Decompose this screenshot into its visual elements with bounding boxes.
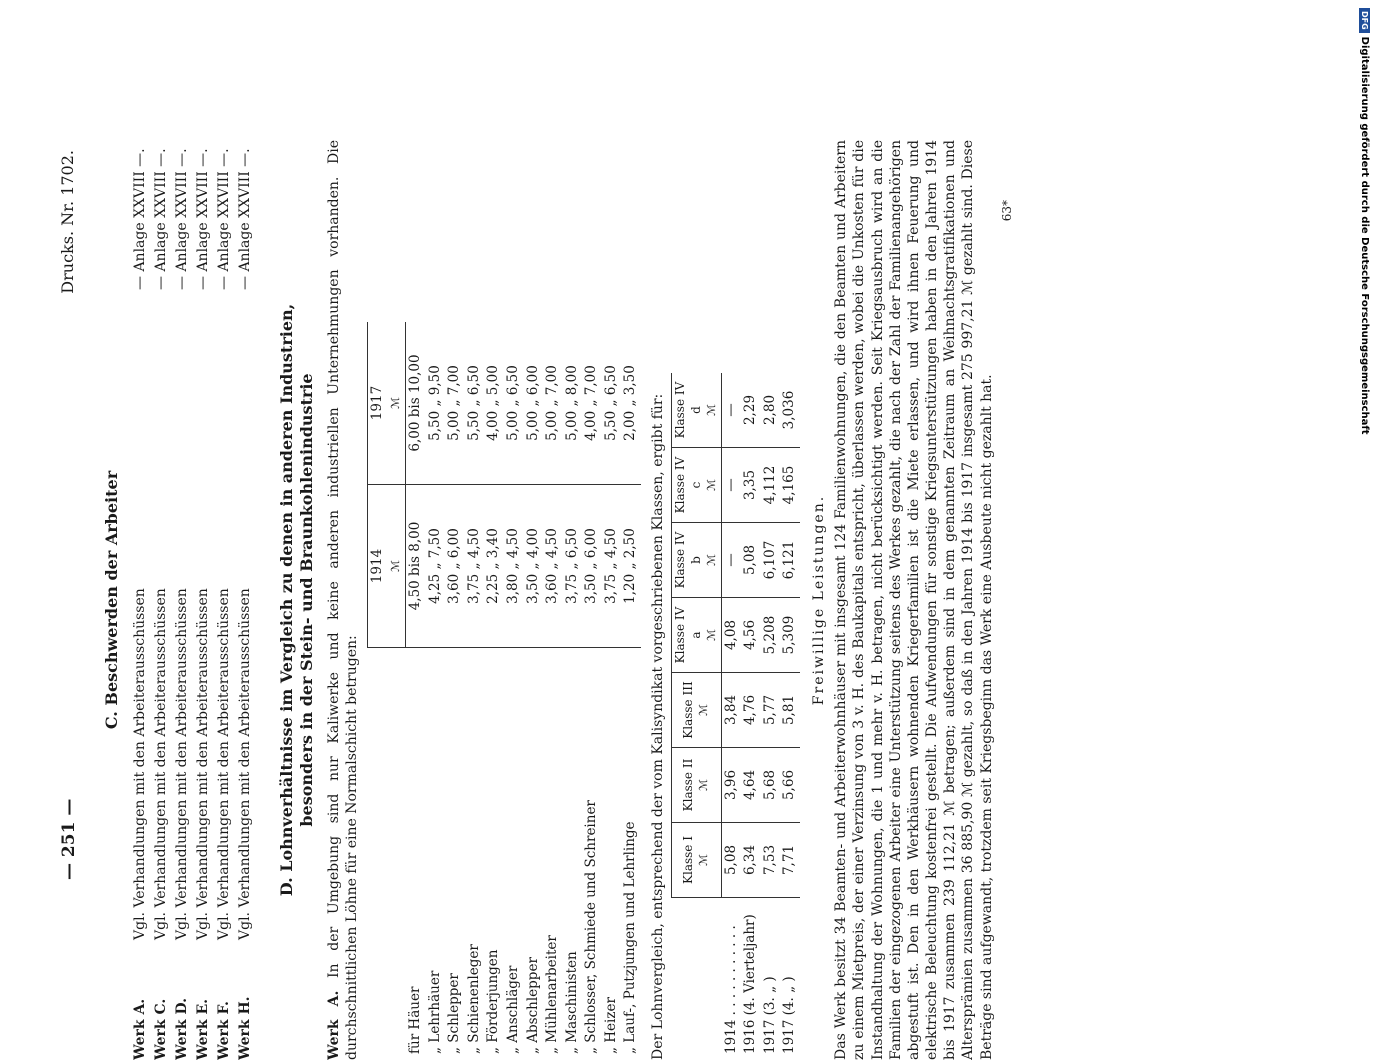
table-row	[406, 322, 426, 1060]
wage-1917: 5,00 „ 6,00	[524, 322, 544, 485]
wage-table	[367, 322, 641, 1060]
werk-ref: — Anlage XXVIII —.	[236, 140, 257, 290]
werk-ref: — Anlage XXVIII —.	[194, 140, 215, 290]
wage-1914: 3,60 „ 6,00	[445, 485, 465, 648]
werk-label: Werk A.	[131, 940, 152, 1060]
werk-row	[152, 140, 173, 1060]
werk-ref: — Anlage XXVIII —.	[173, 140, 194, 290]
wage-1914: 3,75 „ 4,50	[465, 485, 485, 648]
wage-1917: 2,00 „ 3,50	[621, 322, 641, 485]
section-d-title-line1: D. Lohnverhältnisse im Vergleich zu denen in anderen Industrien,	[277, 180, 297, 1020]
class-cell: 7,71	[780, 823, 800, 898]
wage-1917: 6,00 bis 10,00	[406, 322, 426, 485]
digitization-text: Digitalisierung gefördert durch die Deutsche Forschungsgemeinschaft	[1359, 37, 1370, 435]
werk-text: Vgl. Verhandlungen mit den Arbeiterausschüssen	[173, 290, 194, 940]
class-cell: 3,35	[741, 448, 761, 523]
wage-table-header	[368, 322, 406, 1060]
table-row	[543, 322, 563, 1060]
section-c-list	[131, 140, 257, 1060]
werk-text: Vgl. Verhandlungen mit den Arbeiterausschüssen	[215, 290, 236, 940]
class-row-label: 1917 (3. „ )	[761, 898, 781, 1060]
class-row-label: 1917 (4. „ )	[780, 898, 800, 1060]
wage-label: „ Anschläger	[504, 648, 524, 1060]
wage-1914: 3,50 „ 6,00	[582, 485, 602, 648]
werk-row	[215, 140, 236, 1060]
class-cell: 5,208	[761, 598, 781, 673]
wage-label: „ Abschlepper	[524, 648, 544, 1060]
class-header: Klasse IV b ℳ	[672, 523, 722, 598]
table-row	[721, 373, 741, 1060]
document-body	[56, 140, 1216, 1060]
wage-1917: 5,00 „ 6,50	[504, 322, 524, 485]
class-cell: —	[721, 373, 741, 448]
table-row	[426, 322, 446, 1060]
class-cell: 4,08	[721, 598, 741, 673]
table-row	[602, 322, 622, 1060]
class-row-label: 1916 (4. Vierteljahr)	[741, 898, 761, 1060]
wage-label: „ Schlosser, Schmiede und Schreiner	[582, 648, 602, 1060]
wage-label: „ Lehrhäuer	[426, 648, 446, 1060]
class-cell: 3,84	[721, 673, 741, 748]
werk-text: Vgl. Verhandlungen mit den Arbeiterausschüssen	[194, 290, 215, 940]
class-cell: 5,68	[761, 748, 781, 823]
table-row	[582, 322, 602, 1060]
dfg-logo: DFG	[1359, 8, 1370, 33]
werk-ref: — Anlage XXVIII —.	[131, 140, 152, 290]
class-cell: 3,96	[721, 748, 741, 823]
class-cell: 5,309	[780, 598, 800, 673]
class-cell: 5,08	[721, 823, 741, 898]
page-number: — 251 —	[58, 799, 80, 880]
digitization-note	[1359, 8, 1370, 435]
werk-label: Werk H.	[236, 940, 257, 1060]
class-header: Klasse IV a ℳ	[672, 598, 722, 673]
class-cell: 2,29	[741, 373, 761, 448]
freiwillige-text: Das Werk besitzt 34 Beamten- und Arbeiterwohnhäuser mit insgesamt 124 Familienwohnungen, die den Beamten und Arbeitern zu einem Mietpreis, der einer Verzinsung von 3 v. H. des Baukapitals entspricht, überlassen werden, wobei die Unkosten für die Instandhaltung der Wohnungen, die 1 und mehr v. H. betragen, nicht berücksichtigt werden. Seit Kriegsausbruch wird an die Familien der eingezogenen Arbeiter eine Unterstützung seitens des Werkes gezahlt, die nach der Zahl der Familienangehörigen abgestuft ist. Den in den Werkhäusern wohnenden Kriegerfamilien ist die Miete erlassen, und wird ihnen Feuerung und elektrische Beleuchtung kostenfrei gestellt. Die Aufwendungen für sonstige Kriegsunterstützungen haben in den Jahren 1914 bis 1917 zusammen 239 112,21 ℳ betragen; außerdem sind in dem genannten Zeitraum an Weihnachtsgratifikationen und Altersprämien zusammen 36 885,90 ℳ gezahlt, so daß in den Jahren 1914 bis 1917 insgesamt 275 997,21 ℳ gezahlt sind. Diese Beträge sind aufgewandt, trotzdem seit Kriegsbeginn das Werk eine Ausbeute nicht gezahlt hat.	[832, 140, 996, 1060]
section-d-title-line2: besonders in der Stein- und Braunkohlenindustrie	[297, 180, 317, 1020]
werk-label: Werk E.	[194, 940, 215, 1060]
class-cell: 5,77	[761, 673, 781, 748]
class-cell: 4,64	[741, 748, 761, 823]
class-intro: Der Lohnvergleich, entsprechend der vom Kalisyndikat vorgeschriebenen Klassen, ergibt für:	[649, 140, 667, 1060]
table-row	[563, 322, 583, 1060]
wage-1914: 3,80 „ 4,50	[504, 485, 524, 648]
druck-number: Drucks. Nr. 1702.	[58, 150, 79, 294]
class-cell: 6,34	[741, 823, 761, 898]
wage-label: „ Heizer	[602, 648, 622, 1060]
wage-1914: 3,75 „ 4,50	[602, 485, 622, 648]
wage-label: „ Mühlenarbeiter	[543, 648, 563, 1060]
wage-1914: 1,20 „ 2,50	[621, 485, 641, 648]
werk-ref: — Anlage XXVIII —.	[215, 140, 236, 290]
table-row	[445, 322, 465, 1060]
wage-col-1917: 1917 ℳ	[368, 322, 406, 485]
wage-1917: 4,00 „ 5,00	[484, 322, 504, 485]
table-row	[465, 322, 485, 1060]
werk-text: Vgl. Verhandlungen mit den Arbeiterausschüssen	[236, 290, 257, 940]
class-cell: 3,036	[780, 373, 800, 448]
class-table-header	[672, 373, 722, 1060]
intro-lead: Werk A.	[326, 991, 342, 1060]
wage-label: „ Maschinisten	[563, 648, 583, 1060]
werk-text: Vgl. Verhandlungen mit den Arbeiterausschüssen	[152, 290, 173, 940]
table-row	[780, 373, 800, 1060]
class-cell: 2,80	[761, 373, 781, 448]
wage-1917: 5,00 „ 7,00	[445, 322, 465, 485]
table-row	[484, 322, 504, 1060]
table-row	[504, 322, 524, 1060]
wage-1917: 5,00 „ 8,00	[563, 322, 583, 485]
wage-1917: 5,50 „ 6,50	[602, 322, 622, 485]
table-row	[621, 322, 641, 1060]
wage-1914: 3,50 „ 4,00	[524, 485, 544, 648]
class-cell: 6,121	[780, 523, 800, 598]
wage-col-1914: 1914 ℳ	[368, 485, 406, 648]
wage-1914: 3,60 „ 4,50	[543, 485, 563, 648]
class-header: Klasse I ℳ	[672, 823, 722, 898]
wage-label: „ Schienenleger	[465, 648, 485, 1060]
class-cell: 6,107	[761, 523, 781, 598]
wage-1914: 4,50 bis 8,00	[406, 485, 426, 648]
class-cell: 4,165	[780, 448, 800, 523]
table-row	[524, 322, 544, 1060]
class-header: Klasse III ℳ	[672, 673, 722, 748]
class-cell: 5,08	[741, 523, 761, 598]
wage-1917: 4,00 „ 7,00	[582, 322, 602, 485]
wage-1917: 5,50 „ 6,50	[465, 322, 485, 485]
table-row	[761, 373, 781, 1060]
werk-row	[236, 140, 257, 1060]
werk-text: Vgl. Verhandlungen mit den Arbeiterausschüssen	[131, 290, 152, 940]
werk-ref: — Anlage XXVIII —.	[152, 140, 173, 290]
werk-label: Werk C.	[152, 940, 173, 1060]
class-cell: 4,76	[741, 673, 761, 748]
wage-1914: 2,25 „ 3,40	[484, 485, 504, 648]
class-table	[671, 373, 800, 1060]
class-header: Klasse IV c ℳ	[672, 448, 722, 523]
table-row	[741, 373, 761, 1060]
class-cell: 7,53	[761, 823, 781, 898]
section-d-title	[277, 180, 317, 1020]
werk-row	[173, 140, 194, 1060]
wage-label: „ Lauf-, Putzjungen und Lehrlinge	[621, 648, 641, 1060]
wage-1917: 5,00 „ 7,00	[543, 322, 563, 485]
class-row-label: 1914 . . . . . . . . . . .	[721, 898, 741, 1060]
wage-1917: 5,50 „ 9,50	[426, 322, 446, 485]
page-header	[56, 140, 84, 1060]
wage-label: für Häuer	[406, 648, 426, 1060]
class-cell: 4,56	[741, 598, 761, 673]
class-cell: —	[721, 448, 741, 523]
class-cell: 5,66	[780, 748, 800, 823]
intro-text: In der Umgebung sind nur Kaliwerke und keine anderen industriellen Unternehmungen vorhanden. Die durchschnittlichen Löhne für eine Normalschicht betrugen:	[326, 140, 360, 1060]
class-cell: —	[721, 523, 741, 598]
class-header: Klasse II ℳ	[672, 748, 722, 823]
section-d-intro	[325, 140, 361, 1060]
werk-row	[194, 140, 215, 1060]
class-header: Klasse IV d ℳ	[672, 373, 722, 448]
footnote-page-mark: 63*	[1000, 140, 1016, 1060]
wage-1914: 3,75 „ 6,50	[563, 485, 583, 648]
wage-label: „ Schlepper	[445, 648, 465, 1060]
werk-row	[131, 140, 152, 1060]
wage-label: „ Förderjungen	[484, 648, 504, 1060]
werk-label: Werk F.	[215, 940, 236, 1060]
class-cell: 5,81	[780, 673, 800, 748]
class-cell: 4,112	[761, 448, 781, 523]
freiwillige-title: Freiwillige Leistungen.	[810, 140, 828, 1060]
section-c-title: C. Beschwerden der Arbeiter	[102, 140, 123, 1060]
wage-1914: 4,25 „ 7,50	[426, 485, 446, 648]
werk-label: Werk D.	[173, 940, 194, 1060]
